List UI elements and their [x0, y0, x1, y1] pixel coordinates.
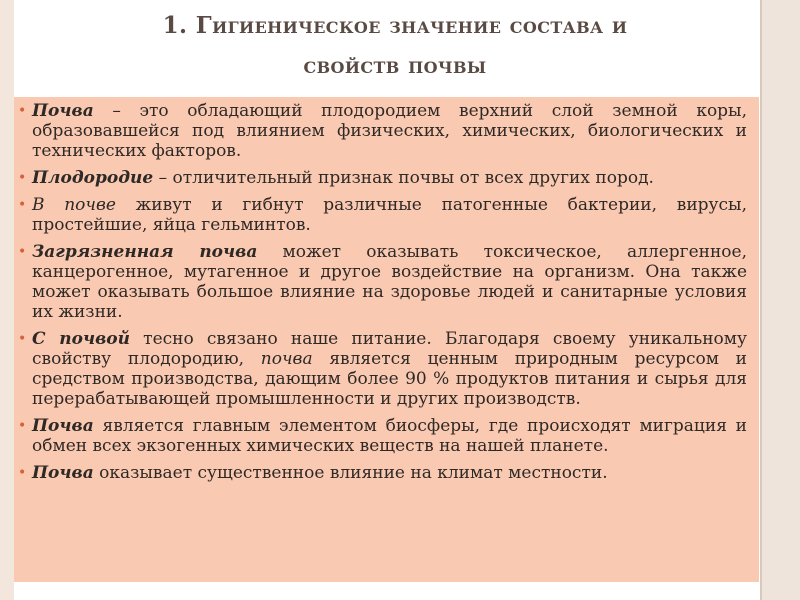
title-line-2: свойств почвы	[303, 52, 487, 79]
item-inline-term: почва	[260, 349, 313, 369]
list-item	[18, 168, 747, 188]
content-panel	[14, 97, 759, 582]
bullet-icon: •	[18, 103, 27, 119]
list-item	[18, 416, 747, 456]
title-line-1: 1. Гигиеническое значение состава и	[162, 12, 628, 39]
bullet-icon: •	[18, 244, 27, 260]
item-term: В почве	[32, 195, 116, 215]
right-frame-line	[760, 0, 762, 600]
item-term: Почва	[32, 416, 94, 436]
slide-title	[30, 6, 760, 88]
item-term: С почвой	[32, 329, 130, 349]
bullet-icon: •	[18, 170, 27, 186]
list-item	[18, 463, 747, 483]
item-text-continued: является ценным природным ресурсом и средством производства, дающим более 90 % продуктов питания и сырья для перерабатывающей промышленности и других производств.	[32, 349, 748, 409]
bullet-icon: •	[18, 418, 27, 434]
item-text: является главным элементом биосферы, где происходят миграция и обмен всех экзогенных химических веществ на нашей планете.	[32, 416, 747, 456]
bullet-icon: •	[18, 197, 27, 213]
right-frame-border	[762, 0, 800, 600]
list-item	[18, 101, 747, 161]
item-text: живут и гибнут различные патогенные бактерии, вирусы, простейшие, яйца гельминтов.	[32, 195, 747, 235]
item-term: Почва	[32, 101, 94, 121]
list-item	[18, 195, 747, 235]
item-text: тесно связано наше питание. Благодаря своему уникальному свойству плодородию,	[32, 329, 747, 369]
item-text: может оказывать токсическое, аллергенное, канцерогенное, мутагенное и другое воздействие на организм. Она также может оказывать большое влияние на здоровье людей и санитарные условия их жизни.	[32, 242, 748, 322]
bullet-icon: •	[18, 331, 27, 347]
item-term: Загрязненная почва	[32, 242, 258, 262]
item-text: – отличительный признак почвы от всех других пород.	[153, 168, 654, 188]
list-item	[18, 242, 748, 322]
item-term: Плодородие	[32, 168, 154, 188]
item-term: Почва	[32, 463, 94, 483]
item-text: оказывает существенное влияние на климат местности.	[93, 463, 608, 483]
bullet-list	[14, 97, 759, 483]
bullet-icon: •	[18, 465, 27, 481]
left-frame-border	[0, 0, 14, 600]
item-text: – это обладающий плодородием верхний слой земной коры, образовавшейся под влиянием физических, химических, биологических и технических факторов.	[32, 101, 747, 161]
list-item	[18, 329, 748, 409]
